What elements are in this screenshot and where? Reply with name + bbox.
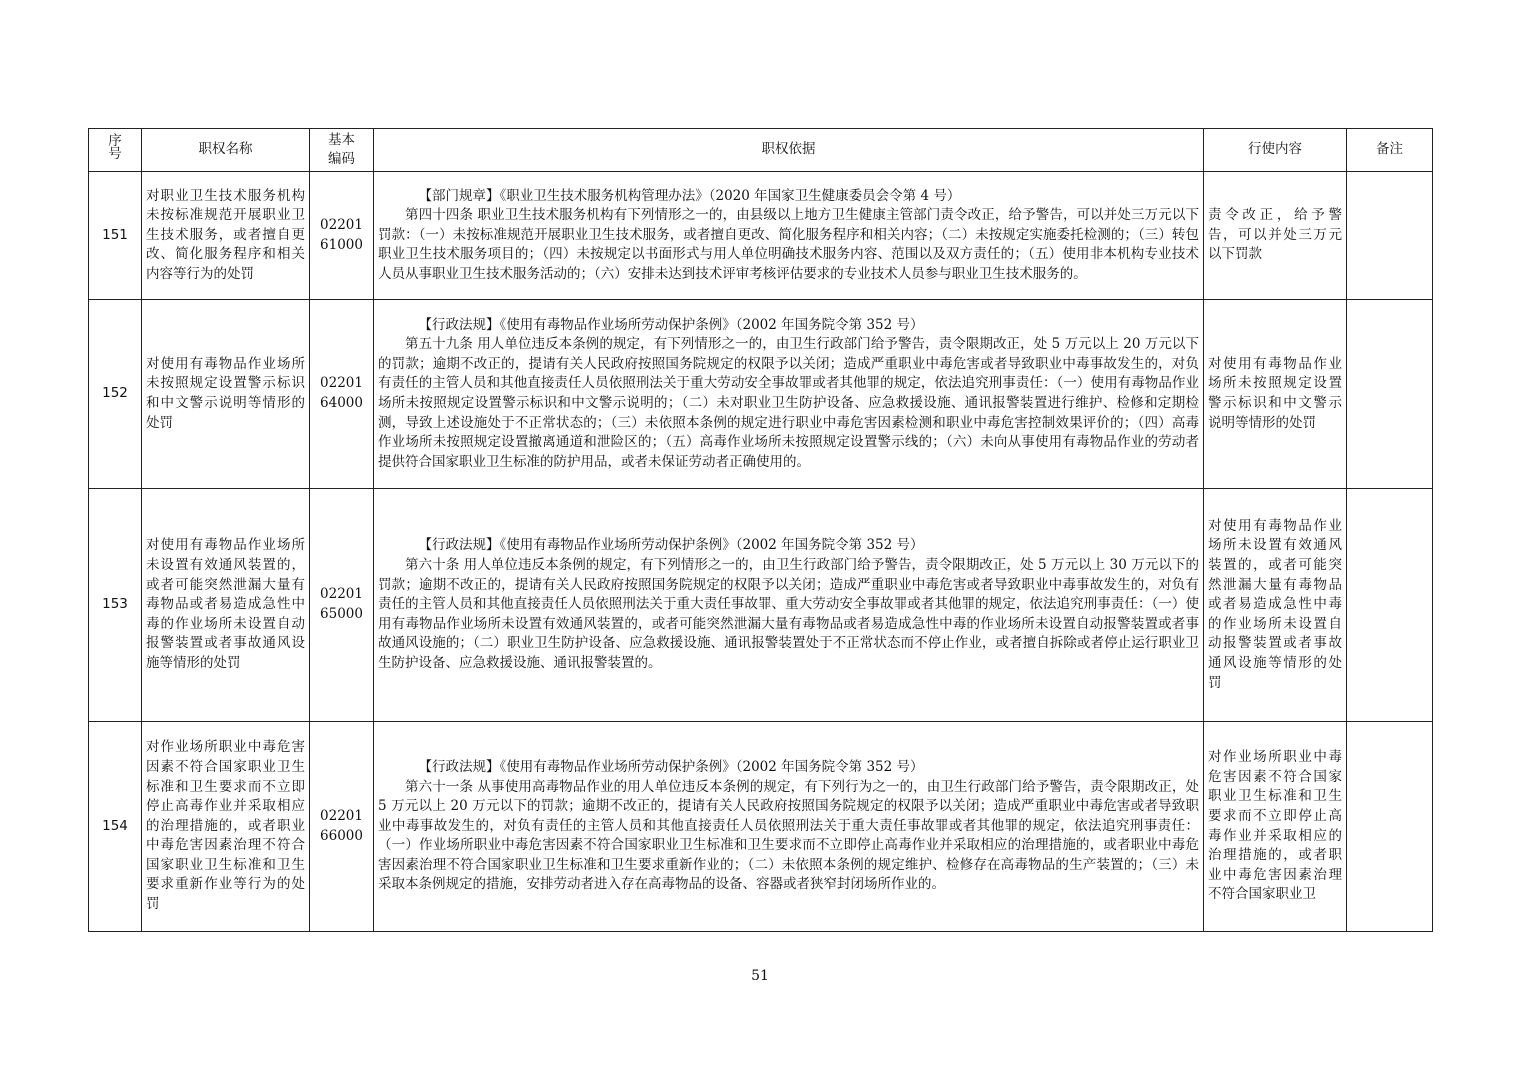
table-header-row xyxy=(89,129,1433,172)
row-name: 对使用有毒物品作业场所未按照规定设置警示标识和中文警示说明等情形的处罚 xyxy=(142,300,310,489)
row-name: 对使用有毒物品作业场所未设置有效通风装置的，或者可能突然泄漏大量有毒物品或者易造成急性中毒的作业场所未设置自动报警装置或者事故通风设施等情形的处罚 xyxy=(142,489,310,722)
row-basis xyxy=(374,300,1204,489)
row-name: 对作业场所职业中毒危害因素不符合国家职业卫生标准和卫生要求而不立即停止高毒作业并采取相应的治理措施的，或者职业中毒危害因素治理不符合国家职业卫生标准和卫生要求重新作业等行为的处罚 xyxy=(142,722,310,932)
row-content: 对作业场所职业中毒危害因素不符合国家职业卫生标准和卫生要求而不立即停止高毒作业并采取相应的治理措施的，或者职业中毒危害因素治理不符合国家职业卫 xyxy=(1204,722,1347,932)
basis-source: 【行政法规】《使用有毒物品作业场所劳动保护条例》（2002 年国务院令第 352 号） xyxy=(418,316,924,333)
basis-text: 第四十四条 职业卫生技术服务机构有下列情形之一的，由县级以上地方卫生健康主管部门责令改正，给予警告，可以并处三万元以下罚款：（一）未按标准规范开展职业卫生技术服务，或者擅自更改、简化服务程序和相关内容；（二）未按规定实施委托检测的；（三）转包职业卫生技术服务项目的；（四）未按规定以书面形式与用人单位明确技术服务内容、范围以及双方责任的；（五）使用非本机构专业技术人员从事职业卫生技术服务活动的；（六）安排未达到技术评审考核评估要求的专业技术人员参与职业卫生技术服务的。 xyxy=(378,207,1199,282)
row-note xyxy=(1347,722,1433,932)
row-content: 对使用有毒物品作业场所未设置有效通风装置的，或者可能突然泄漏大量有毒物品或者易造成急性中毒的作业场所未设置自动报警装置或者事故通风设施等情形的处罚 xyxy=(1204,489,1347,722)
row-seq: 154 xyxy=(89,722,142,932)
row-code xyxy=(310,722,374,932)
row-content: 责令改正，给予警告，可以并处三万元以下罚款 xyxy=(1204,172,1347,300)
row-code xyxy=(310,489,374,722)
code-part-b: 64000 xyxy=(320,395,363,411)
row-basis xyxy=(374,489,1204,722)
table-row xyxy=(89,300,1433,489)
code-part-a: 02201 xyxy=(320,807,363,824)
basis-text: 第五十九条 用人单位违反本条例的规定，有下列情形之一的，由卫生行政部门给予警告，责令限期改正，处 5 万元以上 20 万元以下的罚款；逾期不改正的，提请有关人民政府按照国务院规定的权限予以关闭；造成严重职业中毒危害或者导致职业中毒事故发生的，对负有责任的主管人员和其他直接责任人员依照刑法关于重大劳动安全事故罪或者其他罪的规定，依法追究刑事责任：（一）使用有毒物品作业场所未按照规定设置警示标识和中文警示说明的；（二）未对职业卫生防护设备、应急救援设施、通讯报警装置进行维护、检修和定期检测，导致上述设施处于不正常状态的；（三）未依照本条例的规定进行职业中毒危害因素检测和职业中毒危害控制效果评价的；（四）高毒作业场所未按照规定设置撤离通道和泄险区的；（五）高毒作业场所未按照规定设置警示线的；（六）未向从事使用有毒物品作业的劳动者提供符合国家职业卫生标准的防护用品，或者未保证劳动者正确使用的。 xyxy=(378,336,1199,470)
basis-source: 【行政法规】《使用有毒物品作业场所劳动保护条例》（2002 年国务院令第 352 号） xyxy=(418,537,924,554)
code-part-a: 02201 xyxy=(320,216,363,233)
row-code xyxy=(310,172,374,300)
header-basis: 职权依据 xyxy=(374,129,1204,172)
table-row xyxy=(89,722,1433,932)
code-part-b: 66000 xyxy=(320,827,363,844)
code-part-b: 65000 xyxy=(320,606,363,622)
row-seq: 151 xyxy=(89,172,142,300)
basis-text: 第六十条 用人单位违反本条例的规定，有下列情形之一的，由卫生行政部门给予警告，责令限期改正，处 5 万元以上 30 万元以下的罚款；逾期不改正的，提请有关人民政府按照国务院规定的权限予以关闭；造成严重职业中毒危害或者导致职业中毒事故发生的，对负有责任的主管人员和其他直接责任人员依照刑法关于重大责任事故罪、重大劳动安全事故罪或者其他罪的规定，依法追究刑事责任：（一）使用有毒物品作业场所未设置有效通风装置的，或者可能突然泄漏大量有毒物品或者易造成急性中毒的作业场所未设置自动报警装置或者事故通风设施的；（二）职业卫生防护设备、应急救援设施、通讯报警装置处于不正常状态而不停止作业，或者擅自拆除或者停止运行职业卫生防护设备、应急救援设施、通讯报警装置的。 xyxy=(378,557,1199,671)
header-seq: 序号 xyxy=(89,129,142,172)
row-code xyxy=(310,300,374,489)
row-note xyxy=(1347,300,1433,489)
page-number: 51 xyxy=(751,968,769,984)
row-seq: 153 xyxy=(89,489,142,722)
authority-table xyxy=(88,128,1433,932)
basis-source: 【部门规章】《职业卫生技术服务机构管理办法》（2020 年国家卫生健康委员会令第 4 号） xyxy=(418,187,961,204)
header-name: 职权名称 xyxy=(142,129,310,172)
row-name: 对职业卫生技术服务机构未按标准规范开展职业卫生技术服务，或者擅自更改、简化服务程序和相关内容等行为的处罚 xyxy=(142,172,310,300)
header-content: 行使内容 xyxy=(1204,129,1347,172)
basis-source: 【行政法规】《使用有毒物品作业场所劳动保护条例》（2002 年国务院令第 352 号） xyxy=(418,758,924,775)
code-part-b: 61000 xyxy=(320,236,363,253)
row-seq: 152 xyxy=(89,300,142,489)
code-part-a: 02201 xyxy=(320,375,363,392)
row-basis xyxy=(374,722,1204,932)
basis-text: 第六十一条 从事使用高毒物品作业的用人单位违反本条例的规定，有下列行为之一的，由卫生行政部门给予警告，责令限期改正，处 5 万元以上 20 万元以下的罚款；逾期不改正的，提请有关人民政府按照国务院规定的权限予以关闭；造成严重职业中毒危害或者导致职业中毒事故发生的，对负有责任的主管人员和其他直接责任人员依照刑法关于重大责任事故罪或者其他罪的规定，依法追究刑事责任：（一）作业场所职业中毒危害因素不符合国家职业卫生标准和卫生要求而不立即停止高毒作业并采取相应的治理措施的，或者职业中毒危害因素治理不符合国家职业卫生标准和卫生要求重新作业的；（二）未依照本条例的规定维护、检修存在高毒物品的生产装置的；（三）未采取本条例规定的措施，安排劳动者进入存在高毒物品的设备、容器或者狭窄封闭场所作业的。 xyxy=(378,778,1199,893)
header-code: 基本编码 xyxy=(310,129,374,172)
header-note: 备注 xyxy=(1347,129,1433,172)
row-content: 对使用有毒物品作业场所未按照规定设置警示标识和中文警示说明等情形的处罚 xyxy=(1204,300,1347,489)
table-row xyxy=(89,489,1433,722)
row-basis xyxy=(374,172,1204,300)
code-part-a: 02201 xyxy=(320,586,363,603)
table-row xyxy=(89,172,1433,300)
row-note xyxy=(1347,489,1433,722)
row-note xyxy=(1347,172,1433,300)
